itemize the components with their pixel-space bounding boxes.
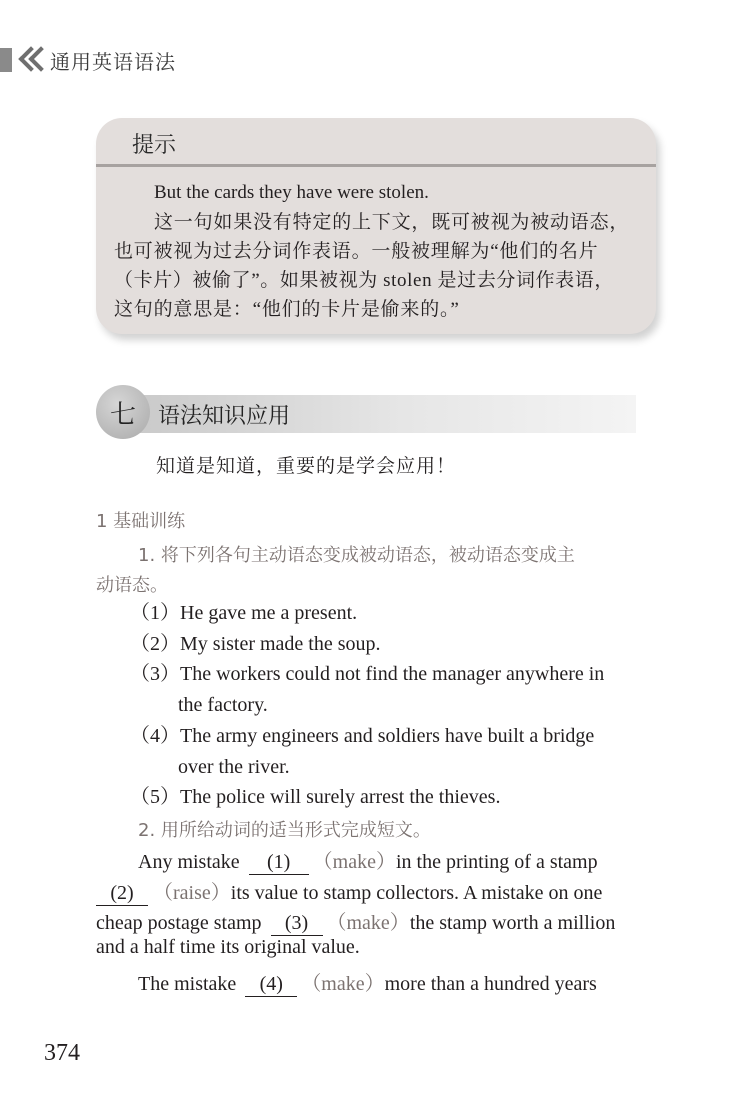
exercise-item <box>130 782 500 812</box>
item-number: （4） <box>130 725 180 747</box>
instruction-1: 1. 将下列各句主动语态变成被动语态，被动语态变成主 <box>138 545 575 566</box>
passage-text: and a half time its original value. <box>96 936 360 958</box>
passage-text: Any mistake <box>138 851 240 873</box>
section-motto: 知道是知道，重要的是学会应用！ <box>156 456 457 477</box>
exercise-item <box>130 598 357 628</box>
item-number: （2） <box>130 633 180 655</box>
passage-text: more than a hundred years <box>384 973 597 995</box>
answer-blank[interactable]: (2) <box>96 881 148 906</box>
answer-blank[interactable]: (1) <box>249 850 309 875</box>
item-text: He gave me a present. <box>180 602 358 624</box>
verb-hint: （make） <box>301 973 385 995</box>
exercise-item <box>130 629 381 659</box>
header-bar-decoration <box>0 48 12 72</box>
item-text-cont: the factory. <box>178 694 268 716</box>
tip-title: 提示 <box>132 133 177 158</box>
running-header <box>0 44 176 76</box>
passage-text: in the printing of a stamp <box>395 851 598 873</box>
item-number: （3） <box>130 663 180 685</box>
section-number-badge: 七 <box>96 385 150 439</box>
passage-line <box>138 967 597 997</box>
passage-text: its value to stamp collectors. A mistake on one <box>230 882 603 904</box>
passage-line <box>96 906 615 936</box>
instruction-1-cont: 动语态。 <box>96 575 168 596</box>
item-text: The police will surely arrest the thieves. <box>180 786 501 808</box>
tip-line: 这一句如果没有特定的上下文，既可被视为被动语态， <box>154 212 630 233</box>
item-text: The army engineers and soldiers have built a bridge <box>180 725 595 747</box>
exercise-item <box>130 721 594 751</box>
passage-text: the stamp worth a million <box>409 912 616 934</box>
item-number: （5） <box>130 786 180 808</box>
tip-line: But the cards they have were stolen. <box>154 182 429 203</box>
passage-text: The mistake <box>138 973 237 995</box>
item-text-cont: over the river. <box>178 756 290 778</box>
double-chevron-icon <box>18 46 50 74</box>
passage-line <box>138 845 598 875</box>
passage-line <box>96 876 602 906</box>
item-number: （1） <box>130 602 180 624</box>
tip-line: 这句的意思是：“他们的卡片是偷来的。” <box>114 299 460 320</box>
exercise-subheading: 1 基础训练 <box>96 511 186 532</box>
verb-hint: （make） <box>312 851 396 873</box>
passage-text: cheap postage stamp <box>96 912 262 934</box>
verb-hint: （raise） <box>153 882 231 904</box>
item-text: The workers could not find the manager anywhere in <box>180 663 605 685</box>
passage-line <box>96 936 360 959</box>
answer-blank[interactable]: (3) <box>271 911 323 936</box>
answer-blank[interactable]: (4) <box>245 972 297 997</box>
item-text: My sister made the soup. <box>180 633 381 655</box>
tip-line: 也可被视为过去分词作表语。一般被理解为“他们的名片 <box>114 241 599 262</box>
instruction-2: 2. 用所给动词的适当形式完成短文。 <box>138 820 431 841</box>
book-title: 通用英语语法 <box>50 49 176 74</box>
exercise-item <box>130 659 604 689</box>
tip-box <box>96 118 656 334</box>
page-number: 374 <box>44 1040 80 1066</box>
section-title: 语法知识应用 <box>158 404 291 429</box>
tip-divider <box>96 164 656 167</box>
verb-hint: （make） <box>326 912 410 934</box>
tip-line: （卡片）被偷了”。如果被视为 stolen 是过去分词作表语， <box>114 270 614 291</box>
